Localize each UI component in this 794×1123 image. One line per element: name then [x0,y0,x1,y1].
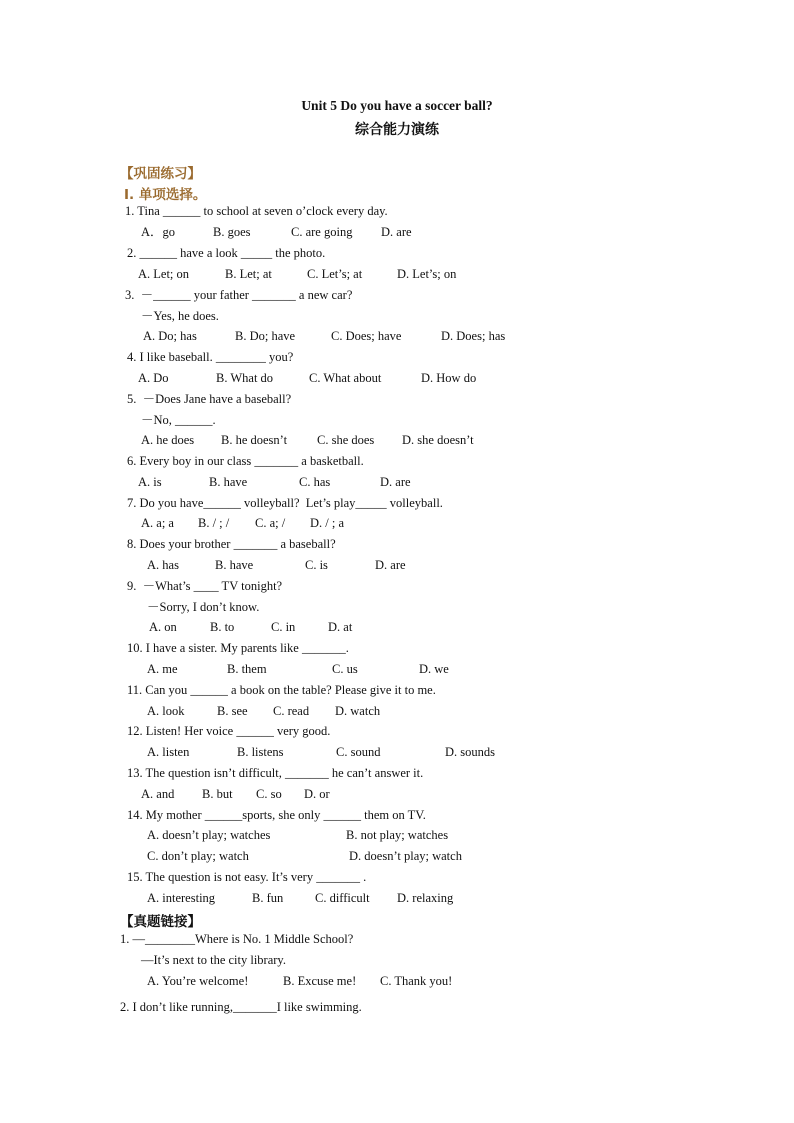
option: D. Does; has [441,329,506,343]
page-subtitle: 综合能力演练 [355,122,439,138]
option: B. see [217,704,248,718]
option: B. them [227,662,267,676]
question-reply: －Yes, he does. [141,309,219,323]
option: B. fun [252,891,284,905]
question-stem: 2. ______ have a look _____ the photo. [127,246,326,260]
option: B. have [209,475,248,489]
option: C. are going [291,225,353,239]
option: B. have [215,558,254,572]
option: A. has [147,558,179,572]
question-stem: 1. Tina ______ to school at seven o’clock every day. [125,204,388,218]
option: A. and [141,787,175,801]
option: B. he doesn’t [221,433,288,447]
option: D. are [375,558,406,572]
option: D. are [381,225,412,239]
question-stem: 1. —________Where is No. 1 Middle School? [120,932,354,946]
question-stem: 10. I have a sister. My parents like _______. [127,641,349,655]
question-stem: 9. －What’s ____ TV tonight? [127,579,283,593]
option: C. What about [309,371,382,385]
option: D. are [380,475,411,489]
option: C. in [271,620,296,634]
option: A. You’re welcome! [147,974,249,988]
question-stem: 13. The question isn’t difficult, _______ he can’t answer it. [127,766,424,780]
option: A．go [141,225,176,239]
option: C. us [332,662,358,676]
option: D. How do [421,371,477,385]
option: A. Do [138,371,169,385]
section-heading-practice: 【巩固练习】 [120,166,201,182]
option: B. listens [237,745,284,759]
question-stem: 3. －______ your father _______ a new car? [125,288,353,302]
option: C. difficult [315,891,370,905]
option: A. a; a [141,516,174,530]
option: D. relaxing [397,891,454,905]
option: D. doesn’t play; watch [349,849,462,863]
option: A. he does [141,433,195,447]
option: C. Let’s; at [307,267,363,281]
option: C. has [299,475,331,489]
option: A. on [149,620,177,634]
option: A. doesn’t play; watches [147,828,271,842]
option: D. watch [335,704,381,718]
option: A. listen [147,745,190,759]
option: B. goes [213,225,251,239]
option: D. we [419,662,449,676]
option: B. to [210,620,235,634]
question-reply: －No, ______. [141,413,216,427]
option: A. Let; on [138,267,190,281]
section-subheading-single-choice: Ⅰ. 单项选择。 [124,187,207,203]
option: B. / ; / [198,516,230,530]
option: C. don’t play; watch [147,849,249,863]
option: C. sound [336,745,381,759]
option: D. sounds [445,745,496,759]
option: B. Excuse me! [283,974,357,988]
question-stem: 2. I don’t like running,_______I like swimming. [120,1000,362,1014]
option: D. or [304,787,330,801]
option: C. so [256,787,282,801]
question-stem: 14. My mother ______sports, she only ______ them on TV. [127,808,426,822]
option: B. not play; watches [346,828,449,842]
question-reply: －Sorry, I don’t know. [147,600,260,614]
question-stem: 7. Do you have______ volleyball? Let’s play_____ volleyball. [127,496,443,510]
option: C. is [305,558,328,572]
option: C. she does [317,433,375,447]
question-stem: 8. Does your brother _______ a baseball? [127,537,336,551]
option: D. at [328,620,353,634]
option: B. Do; have [235,329,296,343]
option: D. Let’s; on [397,267,457,281]
option: A. is [138,475,162,489]
option: A. interesting [147,891,216,905]
question-stem: 4. I like baseball. ________ you? [127,350,294,364]
option: B. but [202,787,233,801]
question-stem: 12. Listen! Her voice ______ very good. [127,724,331,738]
option: D. / ; a [310,516,345,530]
option: A. Do; has [143,329,197,343]
option: D. she doesn’t [402,433,474,447]
option: C. Does; have [331,329,402,343]
question-stem: 5. －Does Jane have a baseball? [127,392,292,406]
option: A. look [147,704,185,718]
option: A. me [147,662,178,676]
question-reply: —It’s next to the city library. [141,953,286,967]
option: C. read [273,704,310,718]
question-stem: 6. Every boy in our class _______ a basketball. [127,454,364,468]
question-stem: 15. The question is not easy. It’s very _______ . [127,870,367,884]
question-stem: 11. Can you ______ a book on the table? Please give it to me. [127,683,436,697]
section-heading-real-exam: 【真题链接】 [120,914,201,930]
option: B. Let; at [225,267,272,281]
option: B. What do [216,371,274,385]
option: C. a; / [255,516,286,530]
option: C. Thank you! [380,974,453,988]
page-title: Unit 5 Do you have a soccer ball? [301,98,493,113]
